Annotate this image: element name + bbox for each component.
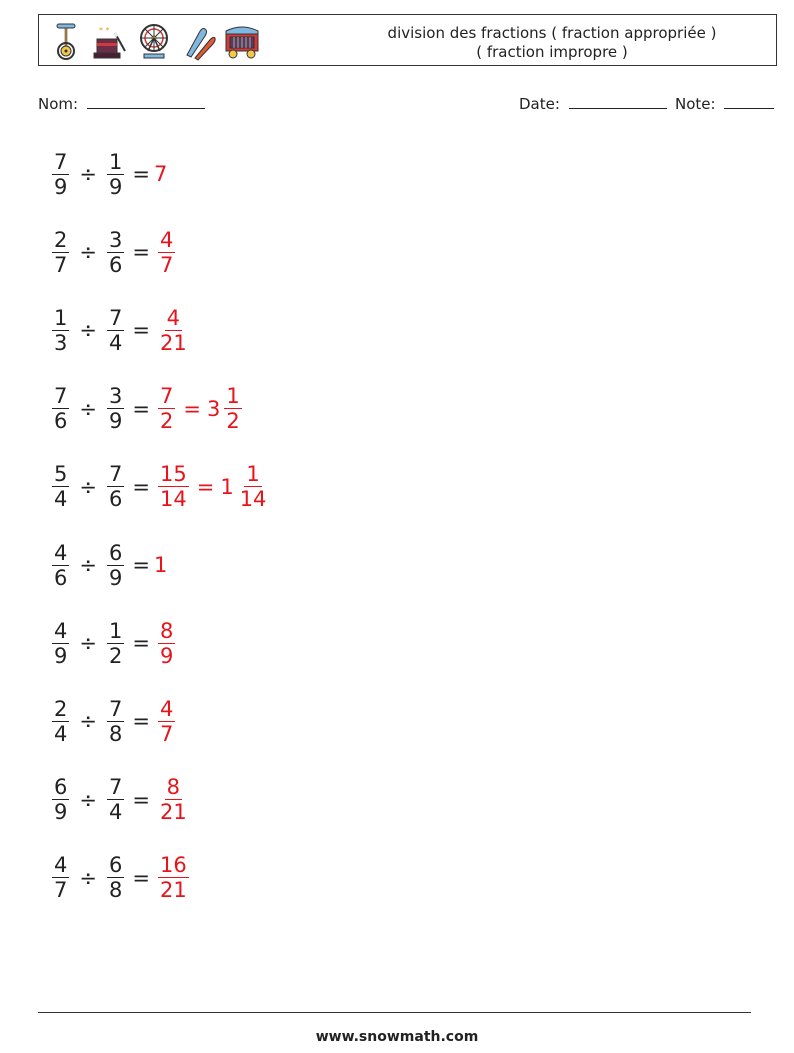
equals-sign: = [132,474,150,499]
note-label: Note: [675,95,716,113]
divisor-fraction [107,384,124,433]
dividend-fraction [52,384,69,433]
divide-sign: ÷ [79,787,97,812]
denominator: 8 [108,721,123,746]
circus-wagon-icon [223,21,261,61]
answer-mixed-fraction [238,462,269,511]
answer-fraction [158,306,189,355]
answer-improper-fraction [158,384,175,433]
denominator: 4 [108,800,123,825]
answer-whole-part: 3 [206,396,221,421]
numerator: 7 [108,462,123,487]
dividend-fraction [52,853,69,902]
dividend-fraction [52,306,69,355]
numerator: 8 [159,618,174,643]
problem-row [48,224,179,280]
denominator: 6 [108,487,123,512]
denominator: 9 [108,565,123,590]
answer [154,162,167,186]
date-label: Date: [519,95,560,113]
denominator: 2 [226,409,240,434]
divisor-fraction [107,775,124,824]
numerator: 4 [54,618,68,643]
equals-sign: = [132,865,150,890]
numerator: 6 [108,540,123,565]
numerator: 7 [108,696,123,721]
denominator: 2 [159,409,174,434]
problem-row [48,459,272,515]
answer [154,384,246,433]
problem-row [48,302,193,358]
denominator: 9 [108,409,123,434]
numerator: 16 [159,853,187,878]
answer-fraction [158,619,175,668]
answer [154,462,272,511]
divisor-fraction [107,228,124,277]
denominator: 4 [54,721,68,746]
denominator: 7 [159,252,174,277]
equals-sign: = [132,631,150,656]
answer-fraction [158,228,175,277]
dividend-fraction [52,697,69,746]
date-blank[interactable] [569,94,667,109]
denominator: 21 [159,330,187,355]
numerator: 1 [246,462,260,487]
numerator: 7 [108,775,123,800]
divisor-fraction [107,462,124,511]
date-field[interactable] [519,94,667,113]
denominator: 9 [54,174,68,199]
numerator: 1 [108,618,123,643]
magic-hat-icon [91,21,129,61]
answer-fraction [158,853,189,902]
denominator: 8 [108,878,123,903]
divisor-fraction [107,619,124,668]
denominator: 7 [54,878,68,903]
numerator: 4 [159,696,174,721]
answer-whole-part: 1 [220,474,234,499]
numerator: 7 [54,384,68,409]
equals-sign: = [132,162,150,186]
answer [154,228,179,277]
divisor-fraction [107,697,124,746]
answer [154,697,179,746]
equals-sign: = [132,240,150,265]
numerator: 4 [54,540,68,565]
divide-sign: ÷ [79,553,97,577]
problem-row [48,850,193,906]
equals-sign: = [132,318,150,343]
worksheet-title [342,24,762,62]
divide-sign: ÷ [79,865,97,890]
numerator: 3 [108,227,123,252]
note-field[interactable] [675,94,774,113]
denominator: 9 [54,643,68,668]
denominator: 21 [159,800,187,825]
problem-row [48,537,167,593]
divisor-fraction [107,150,124,199]
numerator: 8 [166,775,181,800]
numerator: 2 [54,696,68,721]
dividend-fraction [52,150,69,199]
problem-row [48,615,179,671]
denominator: 2 [108,643,123,668]
answer-integer: 1 [153,553,168,577]
equals-sign: = [132,709,150,734]
numerator: 4 [159,227,174,252]
divide-sign: ÷ [79,318,97,343]
numerator: 6 [54,775,68,800]
equals-sign: = [132,396,150,421]
divide-sign: ÷ [79,631,97,656]
equals-sign: = [132,787,150,812]
ferris-wheel-icon [135,21,173,61]
answer-equals-sign: = [196,474,215,499]
numerator: 3 [108,384,123,409]
dividend-fraction [52,462,69,511]
numerator: 4 [166,305,181,330]
name-blank[interactable] [87,94,205,109]
dividend-fraction [52,775,69,824]
denominator: 7 [159,721,174,746]
denominator: 4 [54,487,68,512]
answer [154,306,193,355]
numerator: 1 [226,384,240,409]
denominator: 9 [159,643,174,668]
denominator: 14 [159,487,187,512]
divide-sign: ÷ [79,396,97,421]
answer-integer: 7 [153,162,168,186]
denominator: 14 [239,487,267,512]
footer-divider [38,1012,751,1013]
denominator: 9 [108,174,123,199]
name-label: Nom: [38,95,79,113]
numerator: 5 [54,462,68,487]
denominator: 9 [54,800,68,825]
divide-sign: ÷ [79,240,97,265]
title-line-2: ( fraction impropre ) [476,43,628,61]
divide-sign: ÷ [79,474,97,499]
answer-fraction [158,775,189,824]
problem-row [48,772,193,828]
denominator: 6 [54,409,68,434]
note-blank[interactable] [724,94,774,109]
divide-sign: ÷ [79,162,97,186]
worksheet-header [38,14,777,66]
footer-url: www.snowmath.com [315,1029,479,1045]
dividend-fraction [52,541,69,590]
dividend-fraction [52,619,69,668]
answer [154,775,193,824]
divisor-fraction [107,853,124,902]
numerator: 1 [54,305,68,330]
answer [154,619,179,668]
numerator: 7 [54,149,68,174]
title-line-1: division des fractions ( fraction appropriée ) [387,24,717,42]
problem-row [48,381,246,437]
juggling-pins-icon [179,21,217,61]
answer-fraction [158,697,175,746]
denominator: 4 [108,330,123,355]
problem-row [48,693,179,749]
numerator: 7 [159,384,174,409]
svg-text:* *: * * [99,26,110,35]
denominator: 6 [54,565,68,590]
denominator: 3 [54,330,68,355]
answer [154,553,167,577]
answer-equals-sign: = [183,396,201,421]
answer-mixed-fraction [224,384,241,433]
denominator: 6 [108,252,123,277]
denominator: 21 [159,878,187,903]
dividend-fraction [52,228,69,277]
divisor-fraction [107,541,124,590]
numerator: 1 [108,149,123,174]
numerator: 15 [159,462,187,487]
divide-sign: ÷ [79,709,97,734]
numerator: 7 [108,305,123,330]
icon-strip [47,21,261,61]
answer-improper-fraction [158,462,189,511]
numerator: 6 [108,853,123,878]
unicycle-icon [47,21,85,61]
name-field[interactable] [38,94,205,113]
numerator: 2 [54,227,68,252]
denominator: 7 [54,252,68,277]
divisor-fraction [107,306,124,355]
equals-sign: = [132,553,150,577]
answer [154,853,193,902]
numerator: 4 [54,853,68,878]
problem-row [48,146,167,202]
